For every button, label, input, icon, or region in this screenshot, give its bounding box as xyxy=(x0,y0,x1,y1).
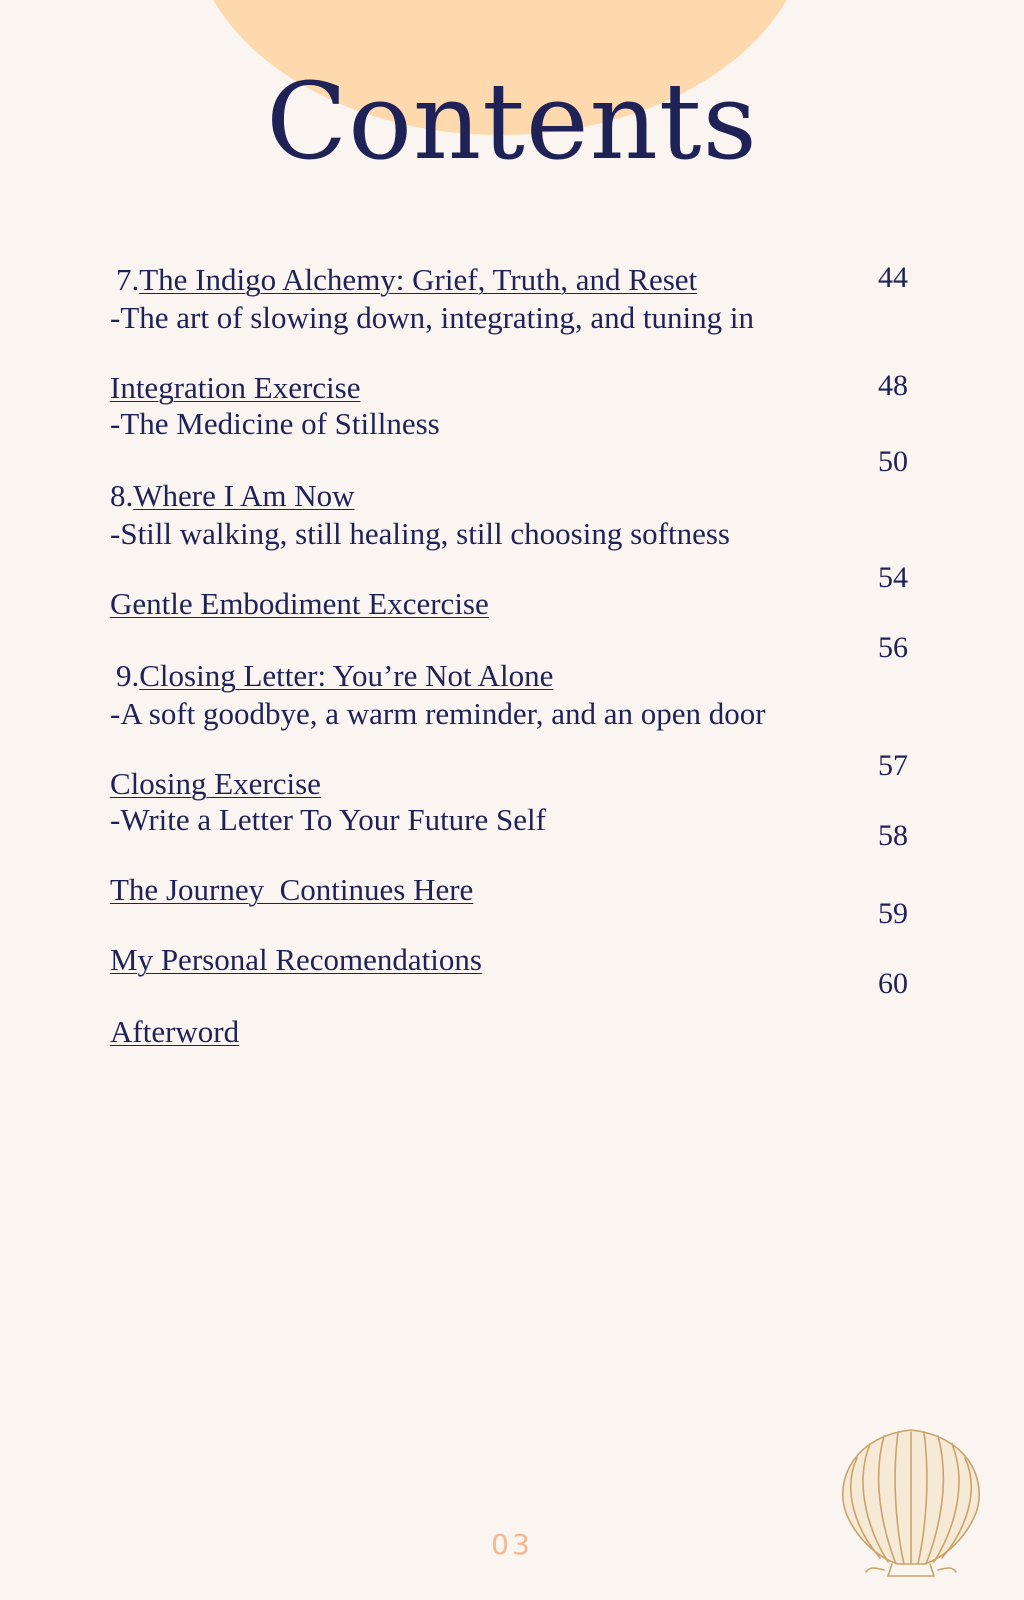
toc-page-number: 56 xyxy=(878,631,908,664)
toc-page-number: 60 xyxy=(878,967,908,1000)
toc-entry-description: -The art of slowing down, integrating, and tuning in xyxy=(110,300,754,335)
toc-link-closing-exercise[interactable]: Closing Exercise xyxy=(110,766,321,801)
toc-link-journey-continues[interactable]: The Journey Continues Here xyxy=(110,872,474,907)
toc-entry-personal-recommendations[interactable] xyxy=(110,942,482,978)
toc-link-where-i-am-now[interactable]: Where I Am Now xyxy=(133,478,355,513)
toc-entry-afterword[interactable] xyxy=(110,1014,239,1050)
toc-entry-number: 8. xyxy=(110,478,134,513)
toc-page-number: 57 xyxy=(878,749,908,782)
toc-page-number: 48 xyxy=(878,369,908,402)
toc-entry-integration-exercise[interactable] xyxy=(110,370,360,406)
toc-entry-number: 7. xyxy=(116,262,140,297)
toc-page-number: 50 xyxy=(878,445,908,478)
toc-entry-description: -The Medicine of Stillness xyxy=(110,406,440,441)
page-title: Contents xyxy=(266,60,758,183)
toc-entry-description: -Still walking, still healing, still choosing softness xyxy=(110,516,730,551)
toc-entry-number: 9. xyxy=(116,658,140,693)
toc-link-gentle-embodiment[interactable]: Gentle Embodiment Excercise xyxy=(110,586,489,621)
toc-page-number: 58 xyxy=(878,819,908,852)
toc-link-afterword[interactable]: Afterword xyxy=(110,1014,240,1049)
toc-entry-journey-continues[interactable] xyxy=(110,872,473,908)
toc-entry-description: -Write a Letter To Your Future Self xyxy=(110,802,546,837)
toc-entry-7-heading[interactable] xyxy=(116,262,697,298)
toc-entry-gentle-embodiment[interactable] xyxy=(110,586,489,622)
toc-page-number: 44 xyxy=(878,261,908,294)
toc-page-number: 54 xyxy=(878,561,908,594)
toc-link-personal-recommendations[interactable]: My Personal Recomendations xyxy=(110,942,482,977)
toc-entry-8-heading[interactable] xyxy=(110,478,355,514)
toc-link-indigo-alchemy[interactable]: The Indigo Alchemy: Grief, Truth, and Reset xyxy=(139,262,698,297)
toc-entry-description: -A soft goodbye, a warm reminder, and an open door xyxy=(110,696,766,731)
toc-page-number: 59 xyxy=(878,897,908,930)
toc-entry-9-heading[interactable] xyxy=(116,658,553,694)
toc-entry-closing-exercise[interactable] xyxy=(110,766,321,802)
page-number: 03 xyxy=(491,1528,533,1561)
toc-link-closing-letter[interactable]: Closing Letter: You’re Not Alone xyxy=(139,658,554,693)
toc-link-integration-exercise[interactable]: Integration Exercise xyxy=(110,370,361,405)
